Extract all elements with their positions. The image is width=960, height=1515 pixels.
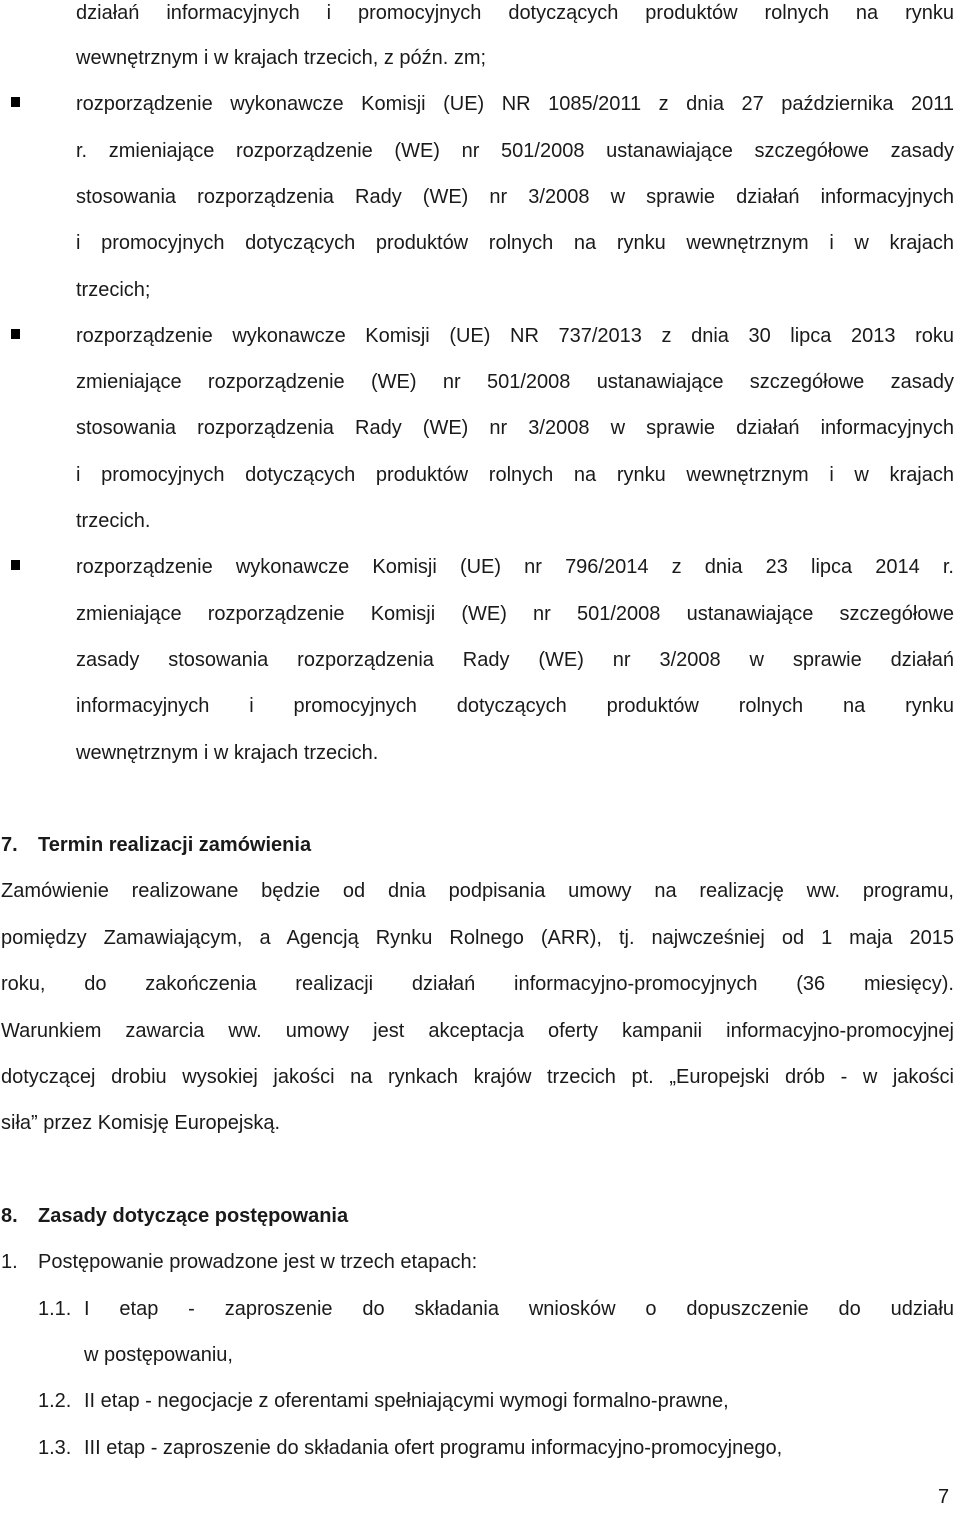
list-number: 1. bbox=[1, 1251, 18, 1273]
bullet-text-line: wewnętrznym i w krajach trzecich. bbox=[76, 742, 379, 764]
sublist-item-text: II etap - negocjacje z oferentami spełniającymi wymogi formalno-prawne, bbox=[84, 1390, 729, 1412]
bullet-text-line: trzecich; bbox=[76, 279, 151, 301]
bullet-marker bbox=[11, 560, 20, 570]
sublist-number: 1.2. bbox=[38, 1390, 72, 1412]
bullet-text-line: rozporządzenie wykonawcze Komisji (UE) nr 796/2014 z dnia 23 lipca 2014 r. bbox=[76, 556, 954, 578]
bullet-text-line: stosowania rozporządzenia Rady (WE) nr 3/2008 w sprawie działań informacyjnych bbox=[76, 417, 954, 439]
body-text-line: Zamówienie realizowane będzie od dnia podpisania umowy na realizację ww. programu, bbox=[1, 880, 954, 902]
bullet-text-line: i promocyjnych dotyczących produktów rolnych na rynku wewnętrznym i w krajach bbox=[76, 232, 954, 254]
bullet-text-line: r. zmieniające rozporządzenie (WE) nr 501/2008 ustanawiające szczegółowe zasady bbox=[76, 140, 954, 162]
section-heading: Zasady dotyczące postępowania bbox=[38, 1205, 349, 1227]
text-line: wewnętrznym i w krajach trzecich, z późn. zm; bbox=[76, 47, 487, 69]
sublist-item-text: w postępowaniu, bbox=[84, 1344, 233, 1366]
section-number: 8. bbox=[1, 1205, 18, 1227]
bullet-text-line: zasady stosowania rozporządzenia Rady (WE) nr 3/2008 w sprawie działań bbox=[76, 649, 954, 671]
bullet-marker bbox=[11, 329, 20, 339]
bullet-marker bbox=[11, 97, 20, 107]
list-item-text: Postępowanie prowadzone jest w trzech etapach: bbox=[38, 1251, 478, 1273]
bullet-text-line: zmieniające rozporządzenie (WE) nr 501/2008 ustanawiające szczegółowe zasady bbox=[76, 371, 954, 393]
body-text-line: dotyczącej drobiu wysokiej jakości na rynkach krajów trzecich pt. „Europejski drób - w jakości bbox=[1, 1066, 954, 1088]
sublist-item-text: I etap - zaproszenie do składania wniosków o dopuszczenie do udziału bbox=[84, 1298, 954, 1320]
sublist-number: 1.3. bbox=[38, 1437, 72, 1459]
bullet-text-line: i promocyjnych dotyczących produktów rolnych na rynku wewnętrznym i w krajach bbox=[76, 464, 954, 486]
bullet-text-line: rozporządzenie wykonawcze Komisji (UE) NR 737/2013 z dnia 30 lipca 2013 roku bbox=[76, 325, 954, 347]
body-text-line: pomiędzy Zamawiającym, a Agencją Rynku Rolnego (ARR), tj. najwcześniej od 1 maja 2015 bbox=[1, 927, 954, 949]
body-text-line: roku, do zakończenia realizacji działań informacyjno-promocyjnych (36 miesięcy). bbox=[1, 973, 954, 995]
sublist-number: 1.1. bbox=[38, 1298, 72, 1320]
sublist-item-text: III etap - zaproszenie do składania ofert programu informacyjno-promocyjnego, bbox=[84, 1437, 783, 1459]
body-text-line: siła” przez Komisję Europejską. bbox=[1, 1112, 280, 1134]
section-heading: Termin realizacji zamówienia bbox=[38, 834, 312, 856]
bullet-text-line: stosowania rozporządzenia Rady (WE) nr 3/2008 w sprawie działań informacyjnych bbox=[76, 186, 954, 208]
body-text-line: Warunkiem zawarcia ww. umowy jest akceptacja oferty kampanii informacyjno-promocyjnej bbox=[1, 1020, 954, 1042]
bullet-text-line: trzecich. bbox=[76, 510, 151, 532]
page-number: 7 bbox=[938, 1486, 950, 1508]
bullet-text-line: zmieniające rozporządzenie Komisji (WE) nr 501/2008 ustanawiające szczegółowe bbox=[76, 603, 954, 625]
bullet-text-line: rozporządzenie wykonawcze Komisji (UE) NR 1085/2011 z dnia 27 października 2011 bbox=[76, 93, 954, 115]
text-line: działań informacyjnych i promocyjnych dotyczących produktów rolnych na rynku bbox=[76, 2, 954, 24]
section-number: 7. bbox=[1, 834, 18, 856]
bullet-text-line: informacyjnych i promocyjnych dotyczących produktów rolnych na rynku bbox=[76, 695, 954, 717]
